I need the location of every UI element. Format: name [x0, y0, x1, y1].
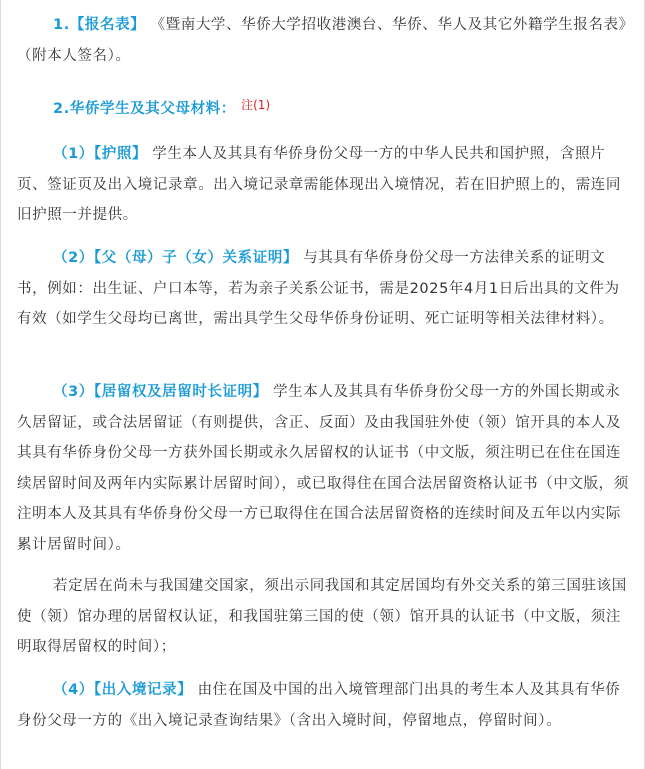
passport-text: 学生本人及其具有华侨身份父母一方的中华人民共和国护照，含照片页、签证页及出入境记录章。出入境记录章需能体现出入境情况，若在旧护照上的，需连同旧护照一并提供。	[17, 146, 621, 223]
item-entry-exit-record	[17, 675, 629, 736]
item-1-label: 1.【报名表】	[53, 17, 146, 33]
entry-exit-text: 由住在国及中国的出入境管理部门出具的考生本人及其具有华侨身份父母一方的《出入境记录查询结果》（含出入境时间，停留地点，停留时间）。	[17, 682, 621, 729]
item-relationship-proof	[17, 243, 629, 335]
footnote-marker: 注(1)	[241, 98, 271, 112]
third-country-paragraph	[17, 571, 629, 663]
residence-label: （3）【居留权及居留时长证明】	[53, 384, 268, 400]
item-1-text: 《暨南大学、华侨大学招收港澳台、华侨、华人及其它外籍学生报名表》（附本人签名）。	[17, 17, 627, 64]
third-country-text: 若定居在尚未与我国建交国家，须出示同我国和其定居国均有外交关系的第三国驻该国使（领）馆办理的居留权认证，和我国驻第三国的使（领）馆开具的认证书（中文版，须注明取得居留权的时间）；	[17, 578, 627, 655]
entry-exit-label: （4）【出入境记录】	[53, 682, 193, 698]
item-2-label: 2.华侨学生及其父母材料：	[53, 101, 236, 117]
item-2-heading	[17, 90, 629, 125]
passport-label: （1）【护照】	[53, 146, 148, 162]
residence-text: 学生本人及其具有华侨身份父母一方的外国长期或永久居留证，或合法居留证（有则提供，含正、反面）及由我国驻外使（领）馆开具的本人及其具有华侨身份父母一方获外国长期或永久居留权的认证书（中文版，须注明已在住在国连续居留时间及两年内实际累计居留时间），或已取得住在国合法居留资格认证书（中文版，须注明本人及其具有华侨身份父母一方已取得住在国合法居留资格的连续时间及五年以内实际累计居留时间）。	[17, 384, 629, 553]
item-passport	[17, 139, 629, 231]
relationship-text: 与其具有华侨身份父母一方法律关系的证明文书，例如：出生证、户口本等，若为亲子关系公证书，需是2025年4月1日后出具的文件为有效（如学生父母均已离世，需出具学生父母华侨身份证明、死亡证明等相关法律材料）。	[17, 250, 620, 327]
item-1-registration-form	[17, 10, 629, 71]
item-residence-proof	[17, 377, 629, 560]
relationship-label: （2）【父（母）子（女）关系证明】	[53, 250, 299, 266]
